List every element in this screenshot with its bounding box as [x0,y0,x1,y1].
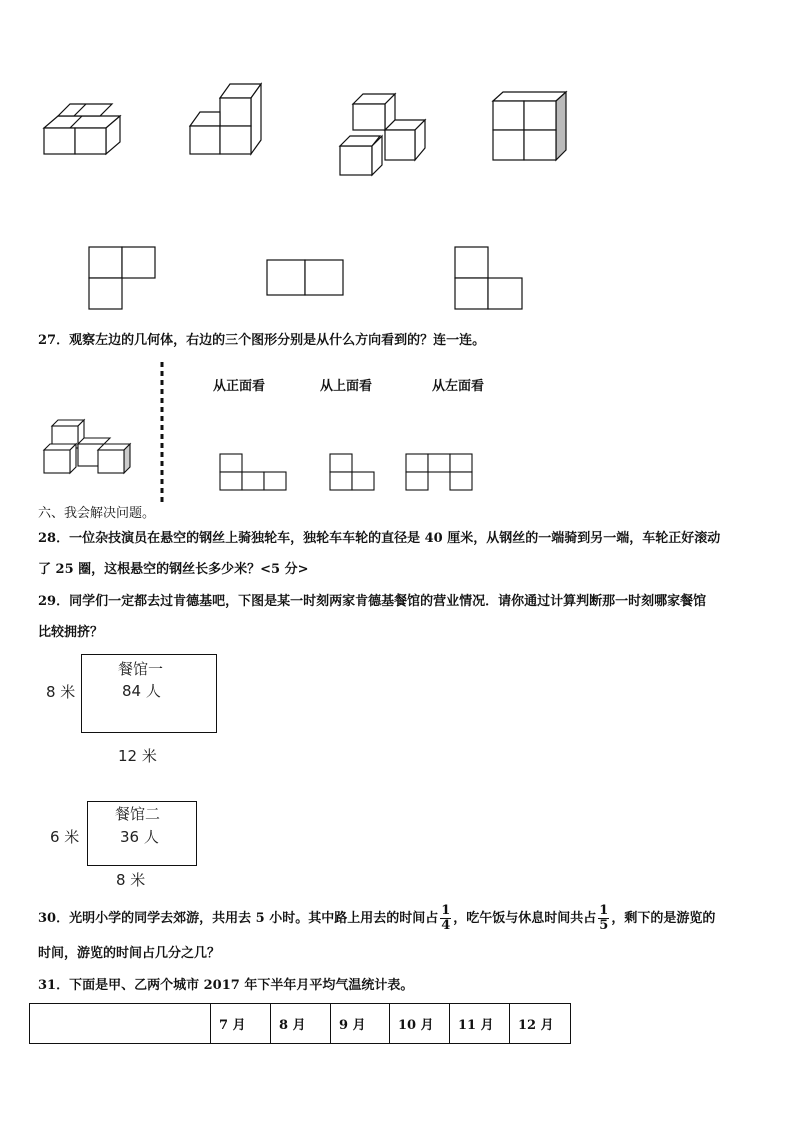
view-shapes-row [0,240,600,315]
q27-view-figures [210,450,490,495]
q27-view-figure-1 [220,454,286,490]
cube-solid-4 [493,92,566,160]
question-29-line1: 29．同学们一定都去过肯德基吧，下图是某一时刻两家肯德基餐馆的营业情况．请你通过计算判断那一时刻哪家餐馆 [38,594,707,609]
label-front-view: 从正面看 [213,379,266,394]
q27-view-figure-3 [406,454,472,490]
restaurant-1-height: 8 米 [46,683,76,701]
question-27: 27．观察左边的几何体，右边的三个图形分别是从什么方向看到的？连一连。 [38,333,486,348]
fraction-1-4: $\frac{1}{4}$ [441,903,451,933]
restaurant-1-width: 12 米 [118,747,157,765]
question-30-line1: 30．光明小学的同学去郊游，共用去 5 小时。其中路上用去的时间占 $\frac{1}{4}$ ，吃午饭与休息时间共占 $\frac{1}{5}$ ，剩下的是游览的 [38,903,716,933]
q27-solid [40,415,140,480]
view-shape-3 [455,247,522,309]
fraction-1-5: $\frac{1}{5}$ [599,903,609,933]
table-header-cell: 10 月 [390,1004,450,1044]
view-shape-1 [89,247,155,309]
cube-solid-3 [340,94,425,175]
question-30-line2: 时间，游览的时间占几分之几？ [38,946,221,961]
table-header-cell: 9 月 [331,1004,390,1044]
view-shape-2 [267,260,343,295]
label-top-view: 从上面看 [320,379,373,394]
restaurant-1-name: 餐馆一 [118,660,164,678]
restaurant-2-people: 36 人 [120,828,159,846]
section-6-title: 六、我会解决问题。 [38,506,156,521]
question-31-text: 31．下面是甲、乙两个城市 2017 年下半年月平均气温统计表。 [38,978,414,993]
table-header-cell: 11 月 [450,1004,510,1044]
question-29-line2: 比较拥挤？ [38,625,104,640]
table-header-cell: 8 月 [271,1004,331,1044]
temperature-table [29,1003,571,1044]
q27-view-figure-2 [330,454,374,490]
table-header-row [30,1004,571,1044]
table-header-cell [30,1004,211,1044]
question-28-line1: 28．一位杂技演员在悬空的钢丝上骑独轮车，独轮车车轮的直径是 40 厘米，从钢丝的一端骑到另一端，车轮正好滚动 [38,531,721,546]
table-header-cell: 12 月 [510,1004,571,1044]
restaurant-1-people: 84 人 [122,682,161,700]
cube-solid-2 [190,84,261,154]
restaurant-2-width: 8 米 [116,871,146,889]
label-left-view: 从左面看 [432,379,485,394]
cube-solid-1 [44,104,120,154]
question-28-line2: 了 25 圈，这根悬空的钢丝长多少米？<5 分> [38,562,309,577]
table-header-cell: 7 月 [211,1004,271,1044]
dashed-separator [160,362,164,502]
restaurant-2-name: 餐馆二 [115,805,161,823]
restaurant-2-height: 6 米 [50,828,80,846]
cube-solids-row [0,70,600,190]
